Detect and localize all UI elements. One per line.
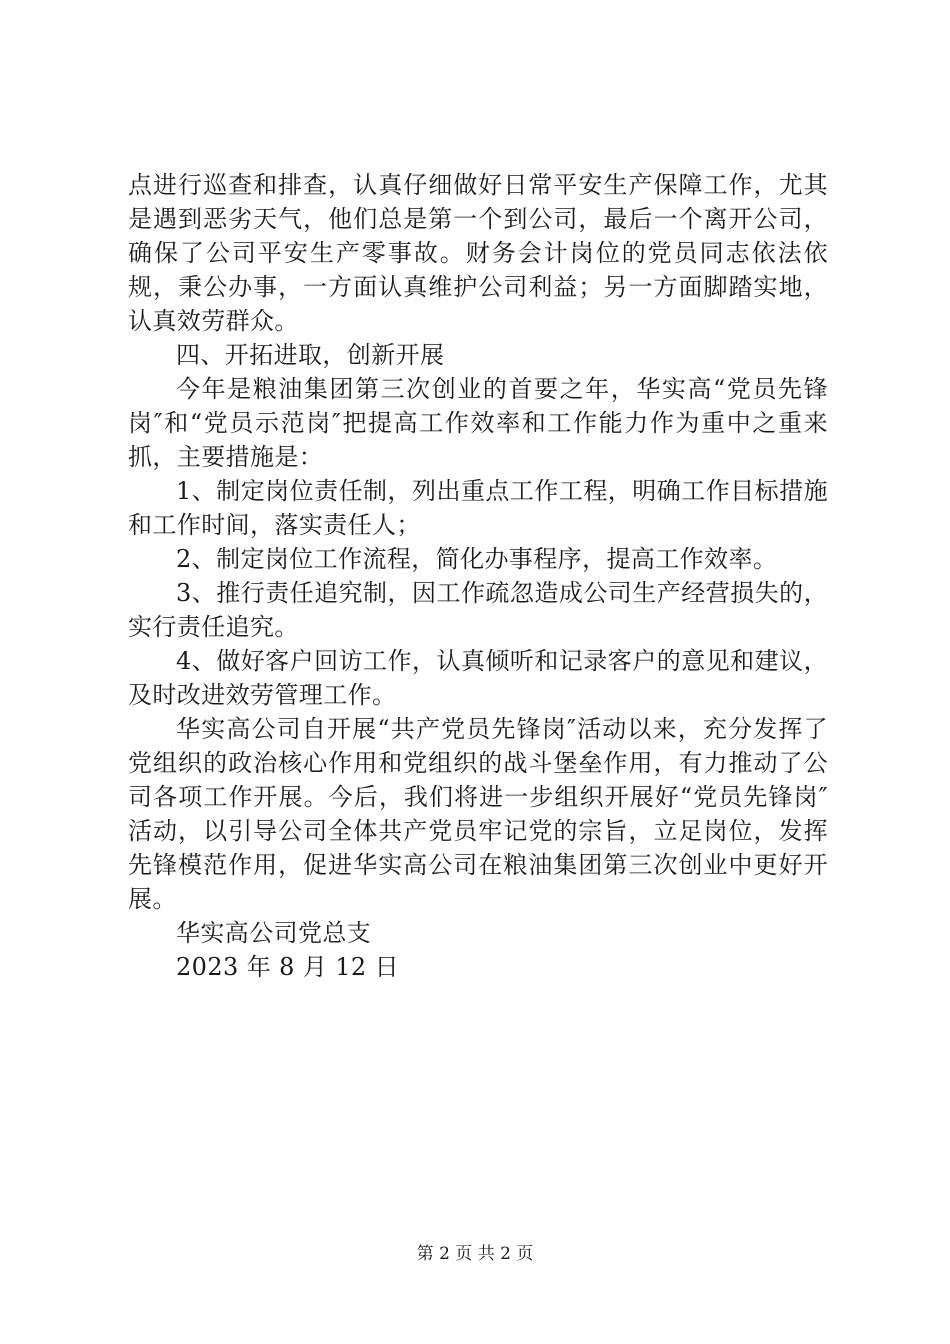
- paragraph-continuation: 点进行巡查和排查，认真仔细做好日常平安生产保障工作，尤其是遇到恶劣天气，他们总是第一个到公司，最后一个离开公司，确保了公司平安生产零事故。财务会计岗位的党员同志依法依规，秉公办事，一方面认真维护公司利益；另一方面脚踏实地，认真效劳群众。: [128, 171, 828, 335]
- document-body: [128, 168, 828, 984]
- list-item-1: 1、制定岗位责任制，列出重点工作工程，明确工作目标措施和工作时间，落实责任人；: [128, 477, 828, 539]
- signature-date: 2023 年 8 月 12 日: [176, 953, 400, 981]
- signature-organization: 华实高公司党总支: [176, 919, 372, 947]
- paragraph: 今年是粮油集团第三次创业的首要之年，华实高“党员先锋岗″和“党员示范岗″把提高工作效率和工作能力作为重中之重来抓，主要措施是：: [128, 375, 828, 471]
- list-item-3: 3、推行责任追究制，因工作疏忽造成公司生产经营损失的，实行责任追究。: [128, 579, 828, 641]
- section-heading: 四、开拓进取，创新开展: [176, 341, 445, 369]
- list-item-2: 2、制定岗位工作流程，简化办事程序，提高工作效率。: [176, 545, 778, 573]
- paragraph-conclusion: 华实高公司自开展“共产党员先锋岗″活动以来，充分发挥了党组织的政治核心作用和党组织的战斗堡垒作用，有力推动了公司各项工作开展。今后，我们将进一步组织开展好“党员先锋岗″活动，以引导公司全体共产党员牢记党的宗旨，立足岗位，发挥先锋模范作用，促进华实高公司在粮油集团第三次创业中更好开展。: [128, 715, 828, 913]
- page-footer: 第 2 页 共 2 页: [416, 1244, 534, 1264]
- list-item-4: 4、做好客户回访工作，认真倾听和记录客户的意见和建议，及时改进效劳管理工作。: [128, 647, 828, 709]
